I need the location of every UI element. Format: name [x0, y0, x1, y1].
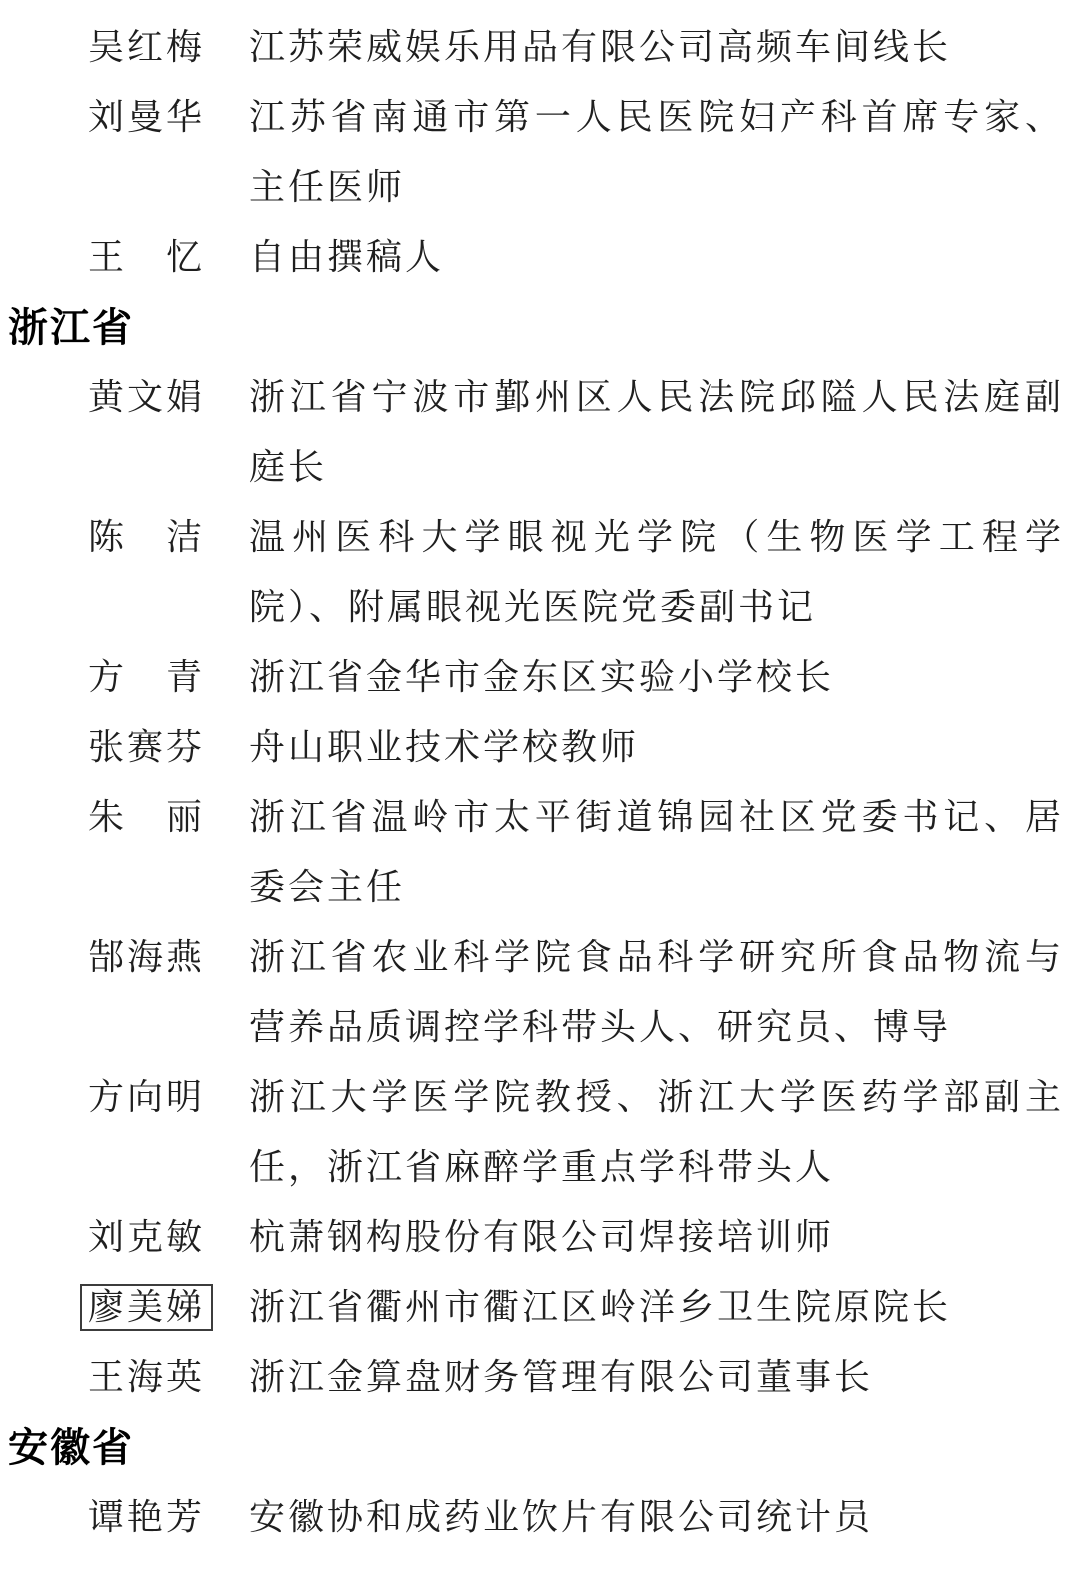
entry-row — [0, 783, 1080, 923]
entry-name: 刘克敏 — [88, 1217, 206, 1258]
entry-row — [0, 1203, 1080, 1273]
section-header: 浙江省 — [8, 305, 134, 351]
entry-description: 浙江省宁波市鄞州区人民法院邱隘人民法庭副庭长 — [249, 377, 1064, 488]
entry-row — [0, 643, 1080, 713]
entry-description: 安徽协和成药业饮片有限公司统计员 — [249, 1497, 874, 1538]
entry-name: 谭艳芳 — [88, 1497, 206, 1538]
entry-row — [0, 1273, 1080, 1343]
entry-description: 浙江大学医学院教授、浙江大学医药学部副主任，浙江省麻醉学重点学科带头人 — [249, 1077, 1064, 1188]
entry-description: 浙江省农业科学院食品科学研究所食品物流与营养品质调控学科带头人、研究员、博导 — [249, 937, 1064, 1048]
entry-description: 浙江省温岭市太平街道锦园社区党委书记、居委会主任 — [249, 797, 1064, 908]
section-header: 安徽省 — [8, 1425, 134, 1471]
entry-name: 王 忆 — [88, 237, 206, 278]
entry-description: 江苏省南通市第一人民医院妇产科首席专家、主任医师 — [249, 97, 1064, 208]
entry-name: 方 青 — [88, 657, 206, 698]
entry-description: 浙江省衢州市衢江区岭洋乡卫生院原院长 — [249, 1287, 952, 1328]
entry-row — [0, 503, 1080, 643]
entry-name: 朱 丽 — [88, 797, 206, 838]
entry-name: 郜海燕 — [88, 937, 206, 978]
entry-description: 舟山职业技术学校教师 — [249, 727, 640, 768]
entry-row — [0, 1063, 1080, 1203]
entry-row — [0, 1483, 1080, 1553]
entry-description: 江苏荣威娱乐用品有限公司高频车间线长 — [249, 27, 952, 68]
entry-description: 自由撰稿人 — [249, 237, 445, 278]
name-box: 廖美娣 — [80, 1284, 213, 1331]
entry-name — [88, 1273, 205, 1343]
entry-name: 方向明 — [88, 1077, 206, 1118]
entry-description: 浙江省金华市金东区实验小学校长 — [249, 657, 835, 698]
entry-row — [0, 1343, 1080, 1413]
section-anhui — [0, 1413, 1080, 1553]
entry-name: 吴红梅 — [88, 27, 206, 68]
entry-row — [0, 713, 1080, 783]
entry-name: 张赛芬 — [88, 727, 206, 768]
section-zhejiang — [0, 293, 1080, 1413]
entry-row — [0, 923, 1080, 1063]
entry-row — [0, 223, 1080, 293]
section-jiangsu — [0, 13, 1080, 293]
entry-description: 杭萧钢构股份有限公司焊接培训师 — [249, 1217, 835, 1258]
entry-description: 浙江金算盘财务管理有限公司董事长 — [249, 1357, 874, 1398]
entry-name: 王海英 — [88, 1357, 206, 1398]
entry-name: 刘曼华 — [88, 97, 206, 138]
entry-description: 温州医科大学眼视光学院（生物医学工程学院）、附属眼视光医院党委副书记 — [249, 517, 1064, 628]
entry-row — [0, 363, 1080, 503]
entry-name: 黄文娟 — [88, 377, 206, 418]
entry-row — [0, 83, 1080, 223]
entry-name: 陈 洁 — [88, 517, 206, 558]
entry-row — [0, 13, 1080, 83]
